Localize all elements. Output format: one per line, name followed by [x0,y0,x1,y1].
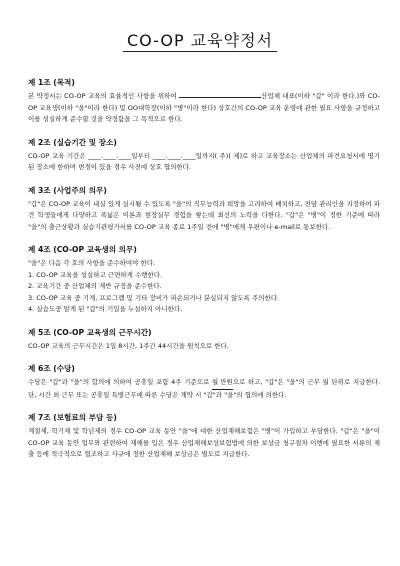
article-heading: 제 1조 (목적) [28,78,75,87]
article-heading: 제 4조 (CO-OP 교육생의 의무) [28,245,137,254]
list-item: 2. 교육기간 중 산업체의 제반 규정을 준수한다. [28,282,162,290]
article-paragraph: CO-OP 교육 기간은 ____.____.____일부터 ____.____.____일까지( 주)( 제)로 하고 교육장소는 산업체의 파견요청서에 명기된 장소에 한하며 변경이 있을 경우 사전에 상호 협의한다. [28,151,380,171]
article-4 [28,245,380,316]
article-heading: 제 5조 (CO-OP 교육생의 근무시간) [28,327,152,337]
article-heading: 제 3조 (사업주의 의무) [28,185,107,195]
article-1 [28,78,380,126]
article-6 [28,364,380,401]
company-name-blank[interactable] [179,97,261,98]
document-title [0,28,400,51]
article-heading: 제 2조 (실습기간 및 장소) [28,137,117,147]
monthly-allowance-blank[interactable]: 월 만원 [212,377,233,390]
article-paragraph: "을"은 다음 각 호의 사항을 준수하여야 한다. [28,259,156,267]
article-paragraph: 본 약정서는 CO-OP 교육의 효율적인 사항을 위하여 산업체 대표(이하 "갑" 이라 한다.)와 CO-OP 교육생(이하 "을"이라 한다) 및 OO대학장(이하 "병"이라 한다) 상호간의 CO-OP 교육 운영에 관한 필요 사항을 규정하고 이를 성실하게 준수할 것을 약정함을 그 목적으로 한다. [28,92,380,123]
document-title-text: CO-OP 교육약정서 [123,31,277,52]
document-body [28,78,380,473]
article-7 [28,413,380,461]
article-2 [28,138,380,174]
article-paragraph: "갑"은 CO-OP 교육이 내실 있게 실시될 수 있도록 "을"의 직무능력과 희망을 고려하여 배치하고, 전담 관리인을 지정하여 파견 학생들에게 다양하고 폭넓은 이론과 현장실무 경험을 쌓는데 최선의 노력을 다한다. "갑"은 "병"이 정한 기준에 따라 "을"의 출근상황과 실습기관평가서를 CO-OP 교육 종료 1주일 전에 "병"에게 우편이나 e-mail로 통보한다. [28,199,380,231]
list-item: 4. 실습도중 알게 된 "갑"의 기밀을 누설하지 아니한다. [28,305,183,313]
article-3 [28,186,380,234]
list-item: 1. CO-OP 교육을 성실하고 근면하게 수행한다. [28,270,163,279]
article-paragraph: 수당은 "갑"과 "을"의 합의에 의하여 공휴일 포함 4주 기준으로 월 만원으로 하고, "갑"은 "을"의 근무 월 단위로 지급한다. 단, 시간 외 근무 또는 공휴일 특별근무에 따른 수당은 계약 시 "갑"과 "을"의 협의에 의한다. [28,378,381,399]
article-paragraph: CO-OP 교육의 근무시간은 1일 8시간, 1주간 44시간을 원칙으로 한다. [28,341,229,350]
list-item: 3. CO-OP 교육 중 기계, 프로그램 및 기타 장비가 파손되거나 분실되지 않도록 주의한다. [28,293,280,302]
article-heading: 제 7조 (보험료의 부담 등) [28,413,117,422]
article-heading: 제 6조 (수당) [28,364,75,373]
article-5 [28,328,380,353]
article-paragraph: 계절제, 학기제 및 학년제의 경우 CO-OP 교육 동안 "을"에 대한 산업재해보험은 "병"이 가입하고 부담한다. "갑"은 "을"이 CO-OP 교육 동안 업무와 관련하여 재해를 입은 경우 산업재해보상보험법에 의한 보상금 청구절차 이행에 필요한 서류의 제출 등에 적극적으로 협조하고 사규에 정한 산업재해 보상금은 별도로 지급한다. [28,427,380,458]
